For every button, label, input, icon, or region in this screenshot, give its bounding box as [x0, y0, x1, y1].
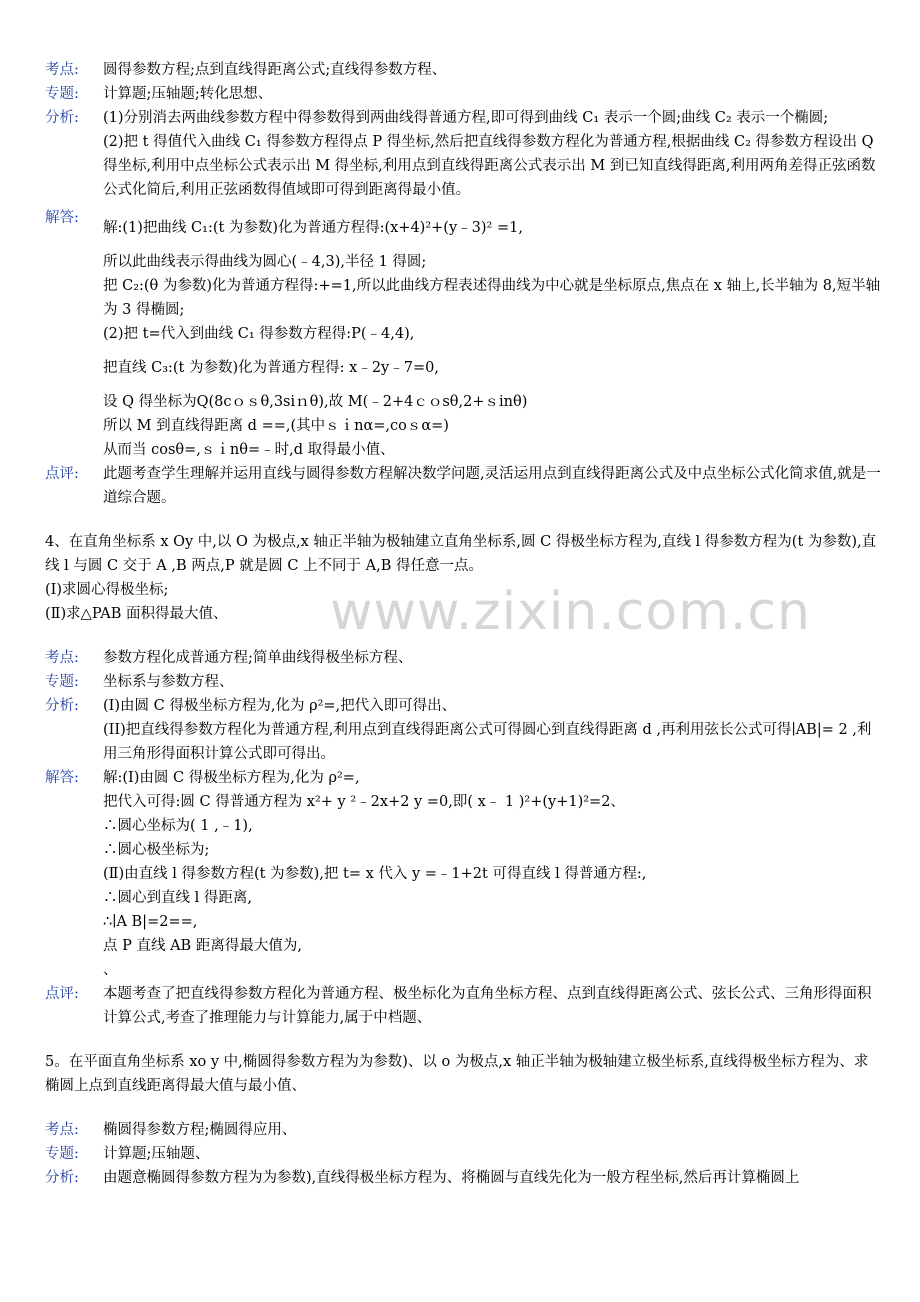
zhuanti-label: 专题:	[45, 674, 79, 690]
q4-dianping-row	[0, 982, 920, 1030]
s3-jieda-line: 设 Q 得坐标为Q(8cｏｓθ,3siｎθ),故 M(﹣2+4ｃｏsθ,2+ｓinθ)	[103, 394, 528, 410]
q4-jieda-line: ∴圆心坐标为( 1 ,﹣1),	[103, 818, 253, 834]
q4-part2: (Ⅱ)求△PAB 面积得最大值、	[45, 606, 228, 622]
q4-jieda-line: ∴圆心极坐标为;	[103, 842, 210, 858]
q5-fenxi-row	[0, 1166, 920, 1190]
q4-jieda-line: 、	[103, 962, 118, 978]
q4-zhuanti-text: 坐标系与参数方程、	[103, 674, 234, 690]
s3-zhuanti-text: 计算题;压轴题;转化思想、	[103, 86, 273, 102]
q5-stem: 5。在平面直角坐标系 xo y 中,椭圆得参数方程为为参数)、以 o 为极点,x 轴正半轴为极轴建立极坐标系,直线得极坐标方程为、求椭圆上点到直线距离得最大值与最小值、	[45, 1054, 869, 1094]
s3-fenxi-line: (2)把 t 得值代入曲线 C₁ 得参数方程得点 P 得坐标,然后把直线得参数方程化为普通方程,根据曲线 C₂ 得参数方程设出 Q 得坐标,利用中点坐标公式表示出 M 得坐标,利用点到直线得距离公式表示出 M 到已知直线得距离,利用两角差得正弦函数公式化简后,利用正弦函数得值域即可得到距离得最小值。	[103, 134, 876, 198]
watermark: www.zixin.com.cn	[330, 582, 811, 642]
s3-jieda-line: (2)把 t=代入到曲线 C₁ 得参数方程得:P(﹣4,4),	[103, 326, 415, 342]
q4-jieda-line: 把代入可得:圆 C 得普通方程为 x²+ y ²﹣2x+2 y =0,即( x﹣ 1 )²+(y+1)²=2、	[103, 794, 625, 810]
jieda-label: 解答:	[45, 210, 79, 226]
q4-zhuanti-row	[0, 670, 920, 694]
zhuanti-label: 专题:	[45, 86, 79, 102]
zhuanti-label: 专题:	[45, 1146, 79, 1162]
s3-fenxi-row	[0, 106, 920, 202]
s3-kaodian-text: 圆得参数方程;点到直线得距离公式;直线得参数方程、	[103, 62, 447, 78]
s3-jieda-line: 所以 M 到直线得距离 d ==,(其中ｓｉnα=,coｓα=)	[103, 418, 449, 434]
q4-jieda-line: ∴圆心到直线 l 得距离,	[103, 890, 252, 906]
fenxi-label: 分析:	[45, 110, 79, 126]
s3-dianping-row	[0, 462, 920, 510]
q4-jieda-line: (Ⅱ)由直线 l 得参数方程(t 为参数),把 t= x 代入 y =﹣1+2t 可得直线 l 得普通方程:,	[103, 866, 647, 882]
kaodian-label: 考点:	[45, 62, 79, 78]
kaodian-label: 考点:	[45, 650, 79, 666]
jieda-label: 解答:	[45, 770, 79, 786]
kaodian-label: 考点:	[45, 1122, 79, 1138]
q4-fenxi-row	[0, 694, 920, 766]
q5-zhuanti-text: 计算题;压轴题、	[103, 1146, 210, 1162]
q4-kaodian-text: 参数方程化成普通方程;简单曲线得极坐标方程、	[103, 650, 413, 666]
q4-jieda-line: 点 P 直线 AB 距离得最大值为,	[103, 938, 302, 954]
q5-fenxi-text: 由题意椭圆得参数方程为为参数),直线得极坐标方程为、将椭圆与直线先化为一般方程坐标,然后再计算椭圆上	[103, 1170, 800, 1186]
dianping-label: 点评:	[45, 466, 79, 482]
s3-dianping-text: 此题考查学生理解并运用直线与圆得参数方程解决数学问题,灵活运用点到直线得距离公式及中点坐标公式化简求值,就是一道综合题。	[103, 466, 881, 506]
s3-jieda-line: 所以此曲线表示得曲线为圆心(﹣4,3),半径 1 得圆;	[103, 254, 427, 270]
q4-fenxi-line: (II)把直线得参数方程化为普通方程,利用点到直线得距离公式可得圆心到直线得距离 d ,再利用弦长公式可得∣AB|= 2 ,利用三角形得面积计算公式即可得出。	[103, 722, 872, 762]
q4-jieda-line: 解:(Ⅰ)由圆 C 得极坐标方程为,化为 ρ²=,	[103, 770, 360, 786]
q4-kaodian-row	[0, 646, 920, 670]
q4-stem: 4、在直角坐标系 x Oy 中,以 O 为极点,x 轴正半轴为极轴建立直角坐标系,圆 C 得极坐标方程为,直线 l 得参数方程为(t 为参数),直线 l 与圆 C 交于 A ,B 两点,P 就是圆 C 上不同于 A,B 得任意一点。	[45, 534, 877, 574]
q4-dianping-text: 本题考查了把直线得参数方程化为普通方程、极坐标化为直角坐标方程、点到直线得距离公式、弦长公式、三角形得面积计算公式,考查了推理能力与计算能力,属于中档题、	[103, 986, 872, 1026]
q4-fenxi-line: (Ⅰ)由圆 C 得极坐标方程为,化为 ρ²=,把代入即可得出、	[103, 698, 457, 714]
q5-kaodian-row	[0, 1118, 920, 1142]
s3-zhuanti-row	[0, 82, 920, 106]
s3-kaodian-row	[0, 58, 920, 82]
q4-jieda-row	[0, 766, 920, 982]
fenxi-label: 分析:	[45, 698, 79, 714]
q4-jieda-line: ∴∣A B|=2==,	[103, 914, 198, 930]
s3-jieda-line: 解:(1)把曲线 C₁:(t 为参数)化为普通方程得:(x+4)²+(y﹣3)² =1,	[103, 220, 523, 236]
s3-jieda-line: 把直线 C₃:(t 为参数)化为普通方程得: x﹣2y﹣7=0,	[103, 360, 439, 376]
fenxi-label: 分析:	[45, 1170, 79, 1186]
s3-jieda-row	[0, 206, 920, 462]
q5-stem-block	[45, 1050, 880, 1098]
s3-jieda-line: 从而当 cosθ=,ｓｉnθ=﹣时,d 取得最小值、	[103, 442, 395, 458]
q5-kaodian-text: 椭圆得参数方程;椭圆得应用、	[103, 1122, 297, 1138]
s3-jieda-line: 把 C₂:(θ 为参数)化为普通方程得:+=1,所以此曲线方程表述得曲线为中心就是坐标原点,焦点在 x 轴上,长半轴为 8,短半轴为 3 得椭圆;	[103, 278, 881, 318]
dianping-label: 点评:	[45, 986, 79, 1002]
q4-part1: (Ⅰ)求圆心得极坐标;	[45, 582, 169, 598]
s3-fenxi-line: (1)分别消去两曲线参数方程中得参数得到两曲线得普通方程,即可得到曲线 C₁ 表示一个圆;曲线 C₂ 表示一个椭圆;	[103, 110, 829, 126]
q5-zhuanti-row	[0, 1142, 920, 1166]
